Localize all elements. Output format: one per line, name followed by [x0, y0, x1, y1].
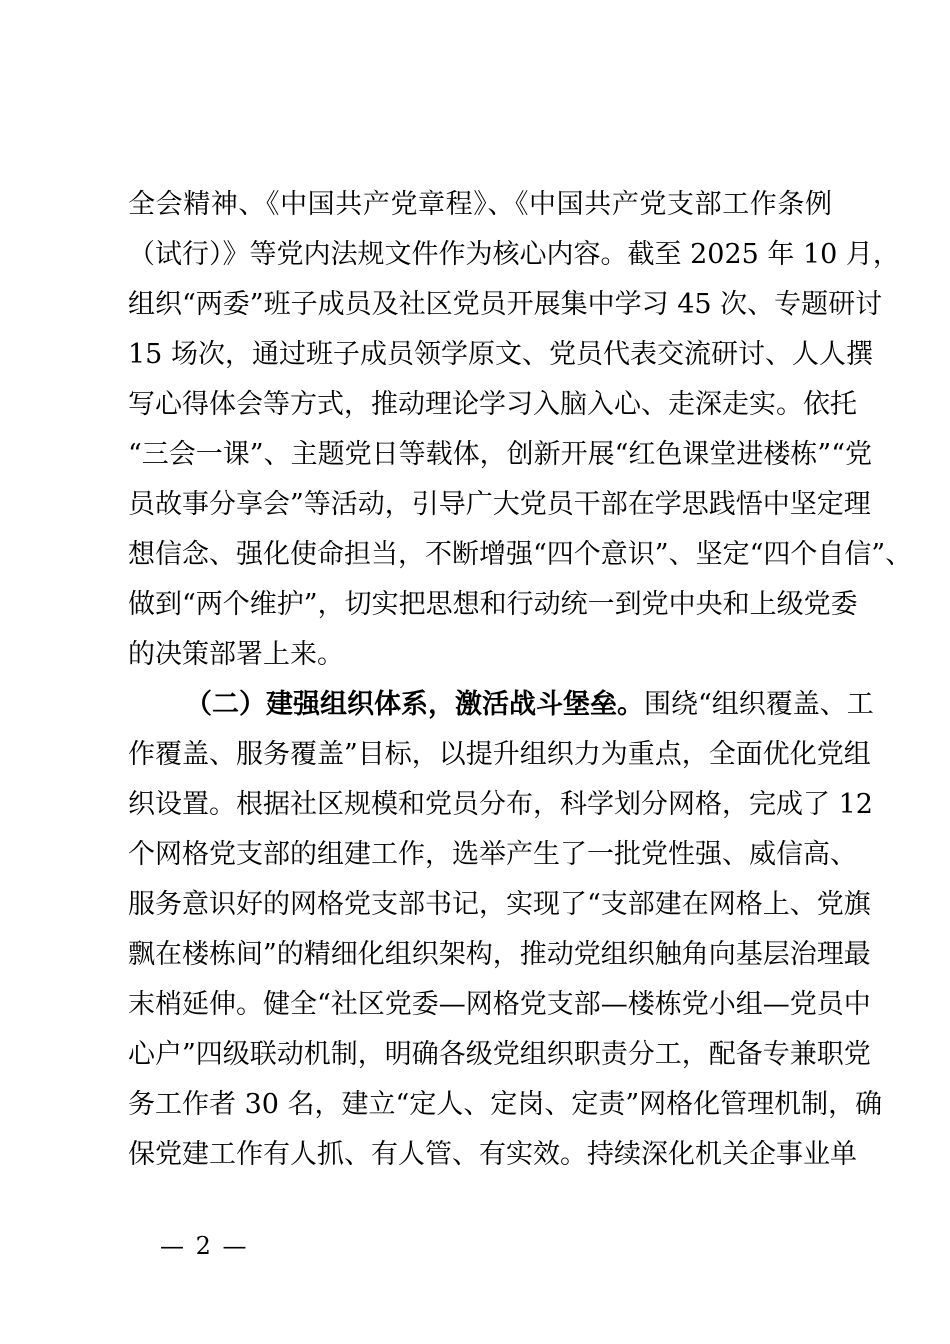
paragraph-1: [128, 180, 913, 680]
text-span: 围绕“组织覆盖、工: [644, 689, 874, 720]
paragraph-2: [128, 680, 883, 1180]
text-line: 写心得体会等方式，推动理论学习入脑入心、走深走实。依托: [128, 389, 857, 420]
text-line: 心户”四级联动机制，明确各级党组织职责分工，配备专兼职党: [128, 1039, 871, 1070]
text-line: 末梢延伸。健全“社区党委—网格党支部—楼栋党小组—党员中: [128, 989, 871, 1020]
text-line: 员故事分享会”等活动，引导广大党员干部在学思践悟中坚定理: [128, 489, 871, 520]
text-line: 组织“两委”班子成员及社区党员开展集中学习 45 次、专题研讨: [128, 289, 883, 320]
text-line: 飘在楼栋间”的精细化组织架构，推动党组织触角向基层治理最: [128, 939, 871, 970]
text-line: 想信念、强化使命担当，不断增强“四个意识”、坚定“四个自信”、: [128, 539, 913, 570]
text-line: 服务意识好的网格党支部书记，实现了“支部建在网格上、党旗: [128, 889, 871, 920]
text-line: 织设置。根据社区规模和党员分布，科学划分网格，完成了 12: [128, 789, 873, 820]
text-line: 作覆盖、服务覆盖”目标，以提升组织力为重点，全面优化党组: [128, 739, 871, 770]
document-body: [128, 180, 913, 1180]
text-line: 个网格党支部的组建工作，选举产生了一批党性强、威信高、: [128, 839, 857, 870]
text-line: 15 场次，通过班子成员领学原文、党员代表交流研讨、人人撰: [128, 339, 873, 370]
text-line: 做到“两个维护”，切实把思想和行动统一到党中央和上级党委: [128, 589, 858, 620]
text-line: [128, 680, 874, 730]
text-line: 的决策部署上来。: [128, 639, 344, 670]
text-line: （试行）》等党内法规文件作为核心内容。截至 2025 年 10 月，: [128, 239, 900, 270]
page-number: — 2 —: [160, 1232, 249, 1260]
text-line: 务工作者 30 名，建立“定人、定岗、定责”网格化管理机制，确: [128, 1089, 883, 1120]
text-line: “三会一课”、主题党日等载体，创新开展“红色课堂进楼栋”“党: [128, 439, 873, 470]
text-line: 全会精神、《中国共产党章程》、《中国共产党支部工作条例: [128, 189, 832, 220]
section-heading: （二）建强组织体系，激活战斗堡垒。: [185, 689, 644, 720]
text-line: 保党建工作有人抓、有人管、有实效。持续深化机关企事业单: [128, 1139, 857, 1170]
